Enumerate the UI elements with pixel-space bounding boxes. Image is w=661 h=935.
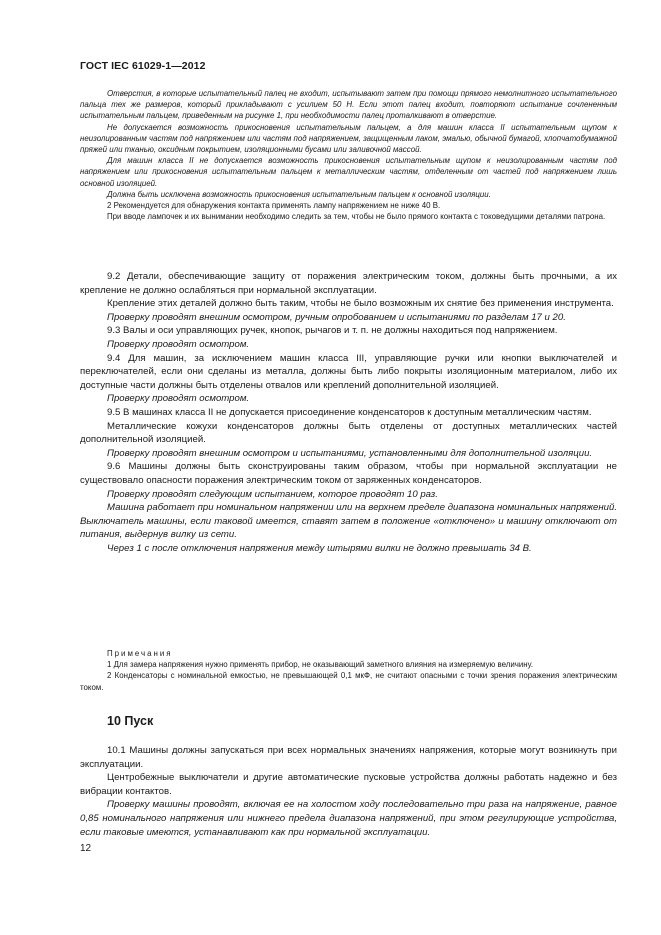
notes-block: [80, 648, 617, 693]
standard-header: ГОСТ IEC 61029-1—2012: [80, 60, 206, 72]
section-heading: 10 Пуск: [107, 714, 154, 728]
body-paragraph: Крепление этих деталей должно быть таким, чтобы не было возможным их снятие без применения инструмента.: [107, 298, 614, 310]
check-paragraph: Проверку проводят осмотром.: [107, 393, 250, 405]
clause-9-4: 9.4 Для машин, за исключением машин класса III, управляющие ручки или кнопки выключателей и переключателей, если они сделаны из металла, должны быть либо покрыты изоляционным материалом, либо их доступные части должны быть отделены отвалов или креплений дополнительной изоляцией.: [80, 352, 617, 391]
note-item: 2 Конденсаторы с номинальной емкостью, не превышающей 0,1 мкФ, не считают опасными с точки зрения поражения электрическим током.: [80, 671, 617, 692]
clause-9-5: 9.5 В машинах класса II не допускается присоединение конденсаторов к доступным металлическим частям.: [107, 406, 592, 418]
body-paragraph: Центробежные выключатели и другие автоматические пусковые устройства должны работать надежно и без вибрации контактов.: [80, 772, 617, 797]
clause-10-1: 10.1 Машины должны запускаться при всех нормальных значениях напряжения, которые могут возникнуть при эксплуатации.: [80, 745, 617, 770]
note-paragraph: Должна быть исключена возможность прикосновения испытательным пальцем к основной изоляции.: [107, 189, 491, 199]
check-paragraph: Проверку проводят внешним осмотром, ручным опробованием и испытаниями по разделам 17 и 20.: [107, 311, 566, 323]
clause-9-6: 9.6 Машины должны быть сконструированы таким образом, чтобы при нормальной эксплуатации не существовало опасности поражения электрическим током от заряженных конденсаторов.: [80, 461, 617, 486]
top-notes: [80, 88, 617, 222]
test-criterion: Через 1 с после отключения напряжения между штырями вилки не должно превышать 34 В.: [107, 542, 532, 554]
note-paragraph: Для машин класса II не допускается возможность прикосновения испытательным щупом к неизолированным частям под напряжением или прикосновения испытательным пальцем к металлическим частям, отделенным от частей под напряжением лишь основной изоляцией.: [80, 156, 617, 188]
notes-title: Примечания: [107, 649, 173, 658]
test-procedure: Машина работает при номинальном напряжении или на верхнем пределе диапазона номинальных напряжений. Выключатель машины, если таковой имеется, ставят затем в положение «отключено» и машину отключают от питания, выдернув вилку из сети.: [80, 502, 617, 541]
body-paragraph: Металлические кожухи конденсаторов должны быть отделены от доступных металлических частей дополнительной изоляцией.: [80, 420, 617, 446]
check-paragraph: Проверку проводят осмотром.: [107, 338, 250, 350]
check-paragraph: Проверку проводят внешним осмотром и испытаниями, установленными для дополнительной изоляции.: [107, 447, 593, 459]
note-paragraph: При вводе лампочек и их вынимании необходимо следить за тем, чтобы не было прямого контакта с токоведущими деталями патрона.: [107, 212, 606, 222]
section-10-body: [80, 744, 617, 839]
check-paragraph: Проверку машины проводят, включая ее на холостом ходу последовательно три раза на напряжение, равное 0,85 номинального напряжения или нижнего предела диапазона напряжений, при этом регулирующие устройства, если таковые имеются, устанавливают как при нормальной эксплуатации.: [80, 799, 617, 838]
note-paragraph: Не допускается возможность прикосновения испытательным пальцем, а для машин класса II испытательным щупом к неизолированным частям под напряжением или частям под напряжением, защищенным лаком, эмалью, обычной бумагой, хлопчатобумажной пряжей или тканью, оксидным покрытием, изоляционными бусами или заливочной массой.: [80, 122, 617, 155]
clause-9-3: 9.3 Валы и оси управляющих ручек, кнопок, рычагов и т. п. не должны находиться под напряжением.: [107, 325, 558, 337]
clause-9-body: [80, 270, 617, 555]
page-number: 12: [80, 843, 92, 854]
check-paragraph: Проверку проводят следующим испытанием, которое проводят 10 раз.: [107, 488, 438, 500]
note-item: 1 Для замера напряжения нужно применять прибор, не оказывающий заметного влияния на измеряемую величину.: [107, 660, 534, 670]
clause-9-2: 9.2 Детали, обеспечивающие защиту от поражения электрическим током, должны быть прочными, а их крепление не должно ослабляться при нормальной эксплуатации.: [80, 271, 617, 296]
note-paragraph: Отверстия, в которые испытательный палец не входит, испытывают затем при помощи прямого немолнитного испытательного пальца тех же размеров, который прикладывают с усилием 50 Н. Если этот палец входит, повторяют испытание сочлененным испытательным пальцем, приведенным на рисунке 1, при необходимости палец проталкивают в отверстие.: [80, 89, 617, 121]
note-paragraph: 2 Рекомендуется для обнаружения контакта применять лампу напряжением не ниже 40 В.: [107, 201, 441, 211]
